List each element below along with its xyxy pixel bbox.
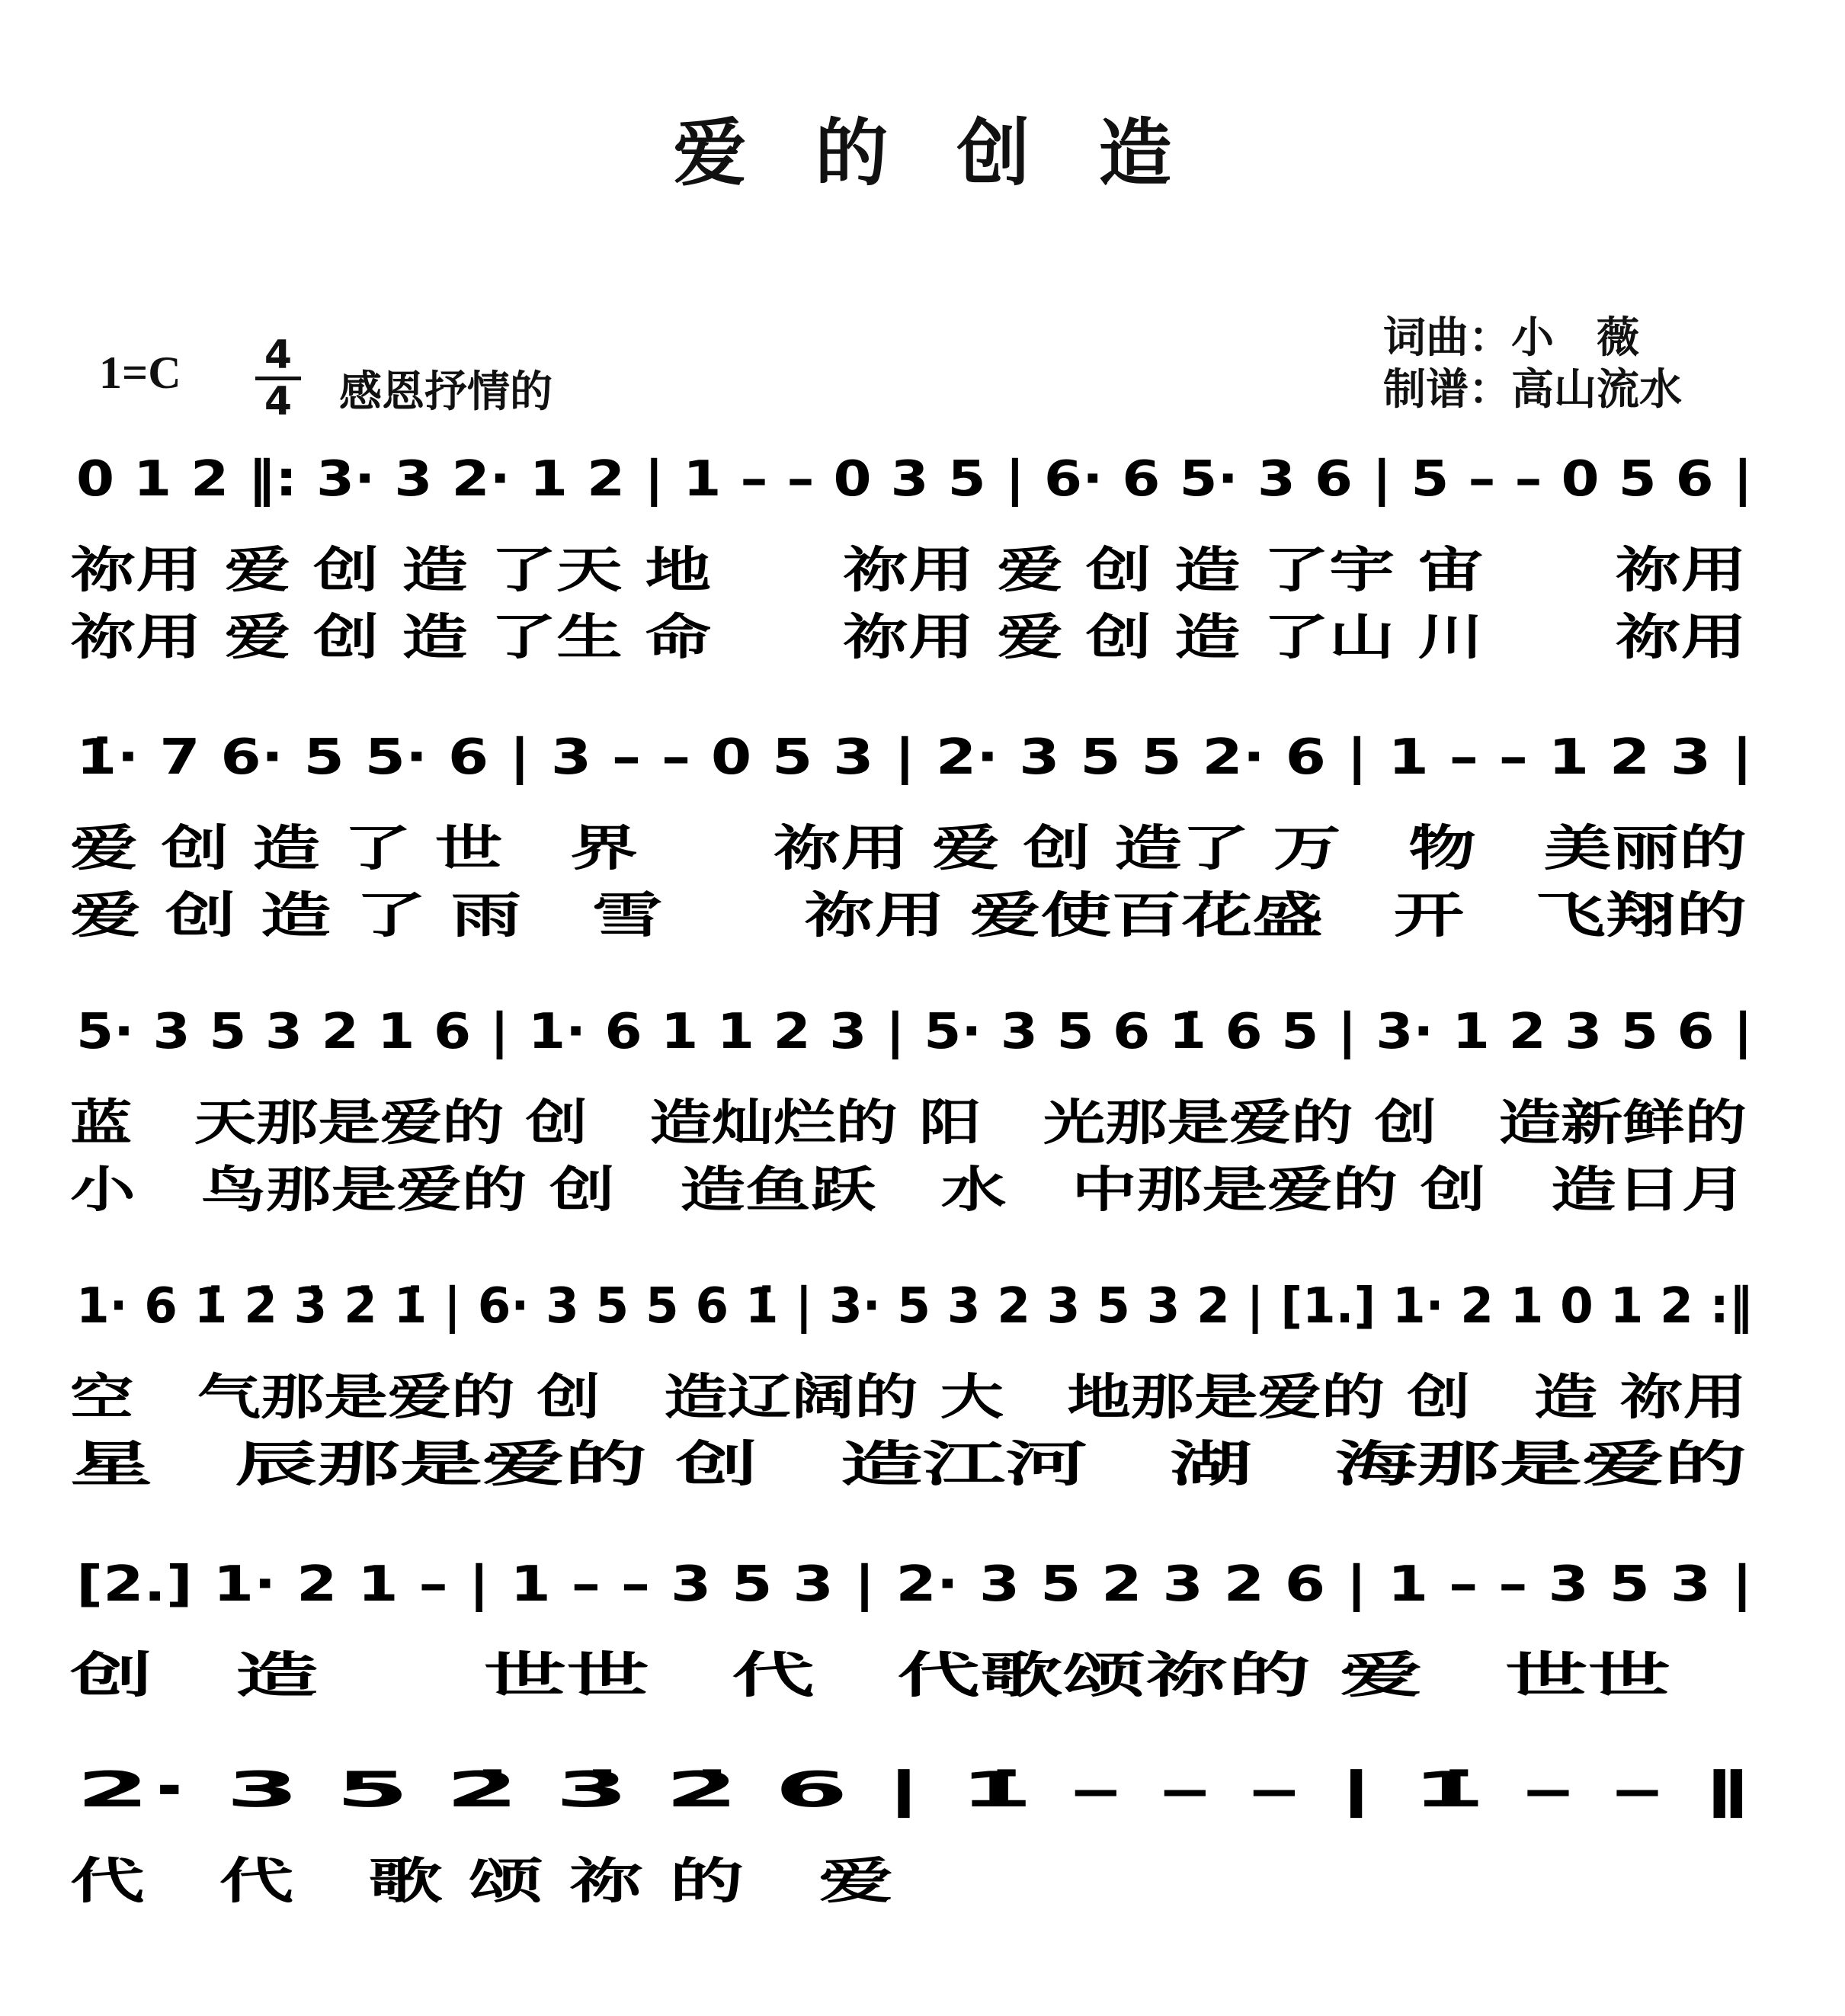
notation-line: [2.] 1· 2 1 – | 1 – – 3 5 3 | 2· 3 5 2 3 2 6 | 1 – – 3 5 3 | bbox=[76, 1556, 1753, 1613]
notation-line: 1̇· 7 6· 5 5· 6 | 3 – – 0 5 3 | 2· 3 5 5 2· 6 | 1 – – 1 2 3 | bbox=[76, 729, 1753, 786]
lyric-line: 小 鸟那是爱的 创 造鱼跃 水 中那是爱的 创 造日月 bbox=[70, 1162, 1747, 1219]
notation-line: 5· 3 5 3 2 1 6 | 1· 6 1 1 2 3 | 5· 3 5 6 1̇ 6 5 | 3· 1 2 3 5 6 | bbox=[76, 1004, 1753, 1060]
lyric-line: 蓝 天那是爱的 创 造灿烂的 阳 光那是爱的 创 造新鲜的 bbox=[70, 1095, 1747, 1152]
notation-line: 0 1 2 ‖: 3· 3 2· 1 2 | 1 – – 0 3 5 | 6· 6 5· 3 6 | 5 – – 0 5 6 | bbox=[76, 451, 1753, 508]
lyrics-music-credit: 词曲：小 薇 bbox=[1383, 313, 1639, 363]
lyric-line: 祢用 爱 创 造 了生 命 祢用 爱 创 造 了山 川 祢用 bbox=[70, 610, 1747, 666]
transcription-credit: 制谱：高山流水 bbox=[1383, 365, 1682, 415]
lyric-line: 星 辰那是爱的 创 造江河 湖 海那是爱的 bbox=[70, 1437, 1747, 1493]
lyric-line: 创 造 世世 代 代歌颂祢的 爱 世世 bbox=[70, 1648, 1670, 1704]
notation-line: 2· 3 5 2̇ 3̇ 2̇ 6 | 1̇ – – – | 1̇ – – ‖ bbox=[76, 1762, 1753, 1819]
lyric-line: 爱 创 造 了 世 界 祢用 爱 创 造了 万 物 美丽的 bbox=[70, 821, 1747, 877]
lyric-line: 祢用 爱 创 造 了天 地 祢用 爱 创 造 了宇 宙 祢用 bbox=[70, 543, 1747, 599]
notation-line: 1· 6 1̇ 2̇ 3̇ 2̇ 1̇ | 6· 3 5 5 6 1̇ | 3· 5 3 2 3 5 3 2 | [1.] 1· 2 1 0 1 2 :‖ bbox=[76, 1278, 1753, 1335]
lyric-line: 爱 创 造 了 雨 雪 祢用 爱使百花盛 开 飞翔的 bbox=[70, 888, 1747, 944]
key-signature: 1=C bbox=[99, 348, 181, 398]
time-signature-top: 4 bbox=[264, 332, 293, 378]
tempo-marking: 感恩抒情的 bbox=[339, 367, 553, 417]
lyric-line: 代 代 歌 颂 祢 的 爱 bbox=[70, 1854, 893, 1910]
time-signature-bottom: 4 bbox=[264, 379, 293, 425]
song-title: 爱的创造 bbox=[673, 111, 1241, 196]
lyric-line: 空 气那是爱的 创 造辽阔的 大 地那是爱的 创 造 祢用 bbox=[70, 1370, 1747, 1426]
